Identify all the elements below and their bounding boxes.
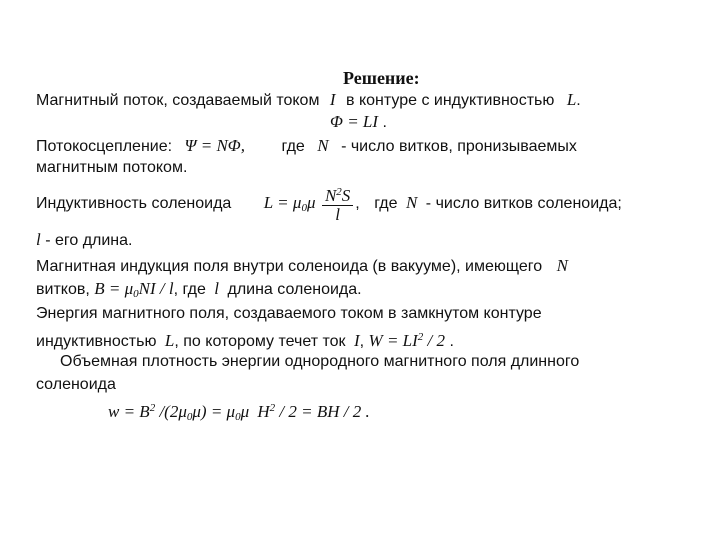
- var-n: N: [406, 193, 418, 212]
- solenoid-inductance-line: Индуктивность соленоида $L = \mu_0\mu$ $\frac{N^2S}{l}$ , где N - число витков соленоида;: [36, 181, 622, 230]
- formula: $W = LI^2 / 2$: [368, 331, 446, 350]
- energy-formula-line: индуктивностью L, по которому течет ток I, $W = LI^2 / 2$ .: [36, 331, 454, 350]
- var-current: I: [329, 90, 336, 109]
- text: длина соленоида.: [227, 281, 362, 298]
- text: где: [281, 138, 305, 155]
- var-length: l: [36, 230, 41, 249]
- var-n: N: [317, 136, 329, 155]
- flux-linkage-line: [36, 136, 577, 157]
- text: Магнитный поток, создаваемый током: [36, 92, 320, 109]
- flux-formula: Φ = LI .: [330, 112, 387, 131]
- text: где: [374, 195, 398, 212]
- flux-linkage-line-2: [36, 158, 187, 178]
- solution-title: Решение:: [343, 68, 420, 88]
- var-n: N: [556, 256, 568, 275]
- var-length: l: [214, 279, 220, 298]
- formula-lhs: $L = \mu_0\mu$: [263, 193, 316, 214]
- length-line: [36, 230, 132, 251]
- density-line: [60, 352, 579, 372]
- text: индуктивностью: [36, 333, 157, 350]
- text: - его длина.: [45, 232, 133, 249]
- induction-formula-line: витков, $B = \mu_0NI / l$, где l длина соленоида.: [36, 279, 362, 300]
- var-inductance: L: [566, 90, 577, 109]
- formula: $B = \mu_0NI / l$: [94, 279, 174, 300]
- text: Индуктивность соленоида: [36, 195, 232, 212]
- text: Потокосцепление:: [36, 138, 173, 155]
- text: в контуре с индуктивностью: [346, 92, 555, 109]
- text: Энергия магнитного поля, создаваемого током в замкнутом контуре: [36, 305, 542, 322]
- density-line-2: [36, 375, 116, 395]
- flux-line: Магнитный поток, создаваемый током I в контуре с индуктивностью L.: [36, 90, 581, 109]
- formula: Φ = LI: [330, 112, 379, 131]
- fraction: $\frac{N^2S}{l}$: [322, 183, 353, 224]
- formula: Ψ = NΦ,: [184, 136, 245, 155]
- var-inductance: L: [164, 331, 175, 350]
- energy-line: [36, 304, 542, 324]
- text: Объемная плотность энергии однородного магнитного поля длинного: [60, 353, 580, 370]
- text: Магнитная индукция поля внутри соленоида (в вакууме), имеющего: [36, 258, 543, 275]
- text: - число витков соленоида;: [425, 195, 622, 212]
- text: магнитным потоком.: [36, 159, 188, 176]
- var-current: I: [353, 331, 360, 350]
- density-formula: $w = B^2$ $/(2\mu_0\mu) = \mu_0\mu$ $H^2 / 2$ = BH / 2 .: [108, 402, 370, 423]
- text: соленоида: [36, 376, 116, 393]
- text: - число витков, пронизываемых: [341, 138, 577, 155]
- induction-line: [36, 256, 568, 277]
- text: витков,: [36, 281, 90, 298]
